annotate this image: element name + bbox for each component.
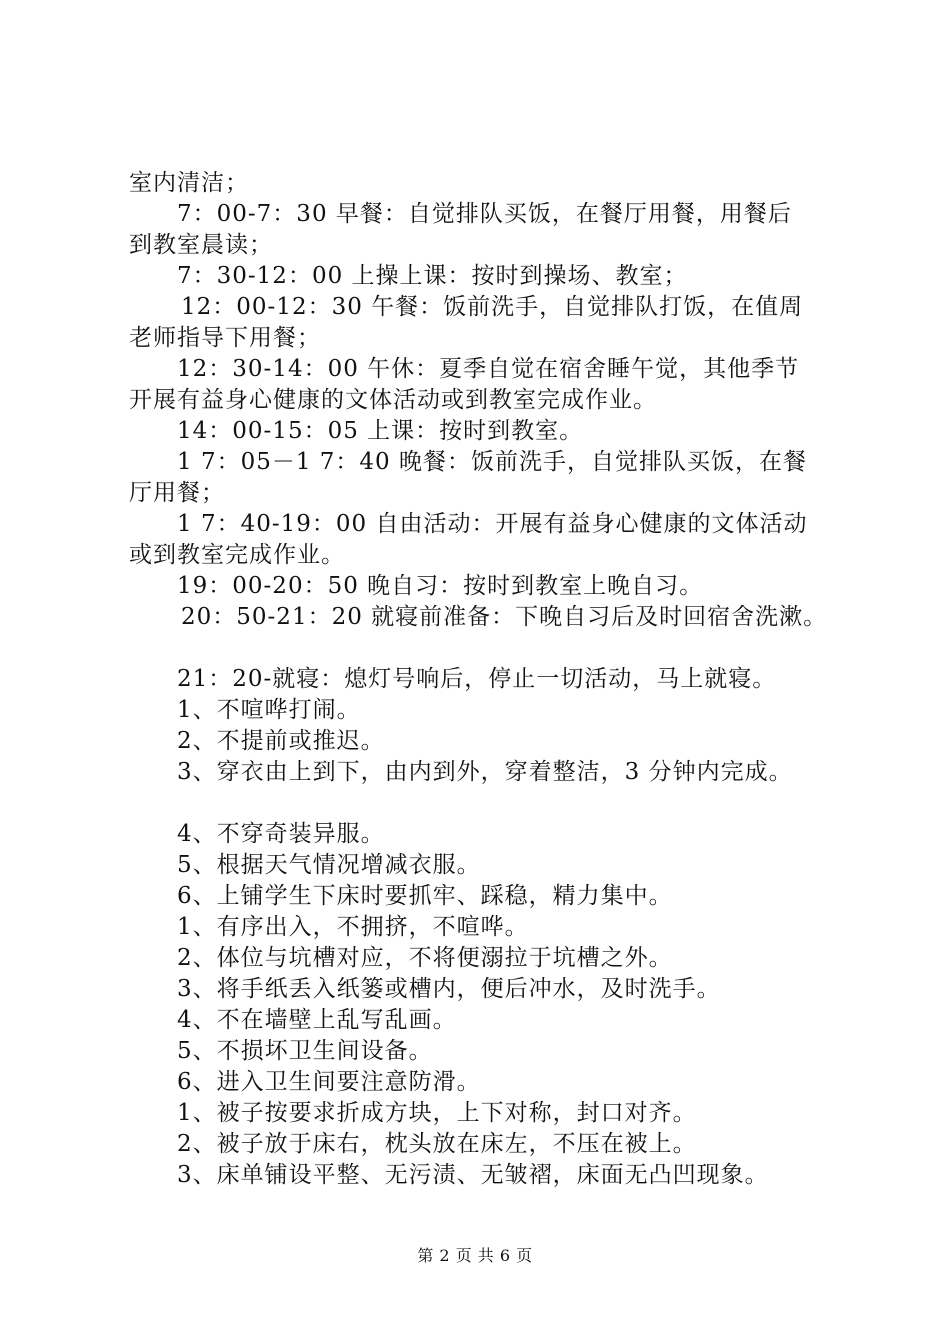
list-item: 1、被子按要求折成方块，上下对称，封口对齐。 xyxy=(177,1100,697,1126)
list-item: 5、根据天气情况增减衣服。 xyxy=(177,852,481,878)
text-line: 1 7：05－1 7：40 晚餐：饭前洗手，自觉排队买饭，在餐 xyxy=(177,449,807,475)
list-item: 4、不在墙壁上乱写乱画。 xyxy=(177,1007,457,1033)
text-line: 1 7：40-19：00 自由活动：开展有益身心健康的文体活动 xyxy=(177,511,808,537)
page-number-footer: 第 2 页 共 6 页 xyxy=(417,1246,533,1265)
list-item: 3、将手纸丢入纸篓或槽内，便后冲水，及时洗手。 xyxy=(177,976,721,1002)
list-item: 5、不损坏卫生间设备。 xyxy=(177,1038,433,1064)
blank-line xyxy=(129,633,849,664)
blank-line xyxy=(129,788,849,819)
list-item: 6、进入卫生间要注意防滑。 xyxy=(177,1069,481,1095)
list-item: 1、有序出入，不拥挤，不喧哗。 xyxy=(177,914,529,940)
text-line: 到教室晨读； xyxy=(129,232,273,258)
text-line: 开展有益身心健康的文体活动或到教室完成作业。 xyxy=(129,387,657,413)
text-line: 12：30-14：00 午休：夏季自觉在宿舍睡午觉，其他季节 xyxy=(177,356,800,382)
text-line: 室内清洁； xyxy=(129,170,249,196)
list-item: 6、上铺学生下床时要抓牢、踩稳，精力集中。 xyxy=(177,883,673,909)
list-item: 2、不提前或推迟。 xyxy=(177,728,385,754)
list-item: 1、不喧哗打闹。 xyxy=(177,697,361,723)
list-item: 4、不穿奇装异服。 xyxy=(177,821,385,847)
list-item: 3、穿衣由上到下，由内到外，穿着整洁，3 分钟内完成。 xyxy=(177,759,793,785)
document-body xyxy=(129,168,849,1191)
text-line: 或到教室完成作业。 xyxy=(129,542,345,568)
text-line: 19：00-20：50 晚自习：按时到教室上晚自习。 xyxy=(177,573,704,599)
text-line: 12：00-12：30 午餐：饭前洗手，自觉排队打饭，在值周 xyxy=(181,294,804,320)
text-line: 老师指导下用餐； xyxy=(129,325,321,351)
list-item: 2、体位与坑槽对应，不将便溺拉于坑槽之外。 xyxy=(177,945,673,971)
text-line: 14：00-15：05 上课：按时到教室。 xyxy=(177,418,584,444)
text-line: 7：00-7：30 早餐：自觉排队买饭，在餐厅用餐，用餐后 xyxy=(177,201,792,227)
text-line: 20：50-21：20 就寝前准备：下晚自习后及时回宿舍洗漱。 xyxy=(181,604,828,630)
text-line: 7：30-12：00 上操上课：按时到操场、教室； xyxy=(177,263,688,289)
text-line: 厅用餐； xyxy=(129,480,225,506)
list-item: 2、被子放于床右，枕头放在床左，不压在被上。 xyxy=(177,1131,697,1157)
list-item: 3、床单铺设平整、无污渍、无皱褶，床面无凸凹现象。 xyxy=(177,1162,769,1188)
text-line: 21：20-就寝：熄灯号响后，停止一切活动，马上就寝。 xyxy=(177,666,777,692)
